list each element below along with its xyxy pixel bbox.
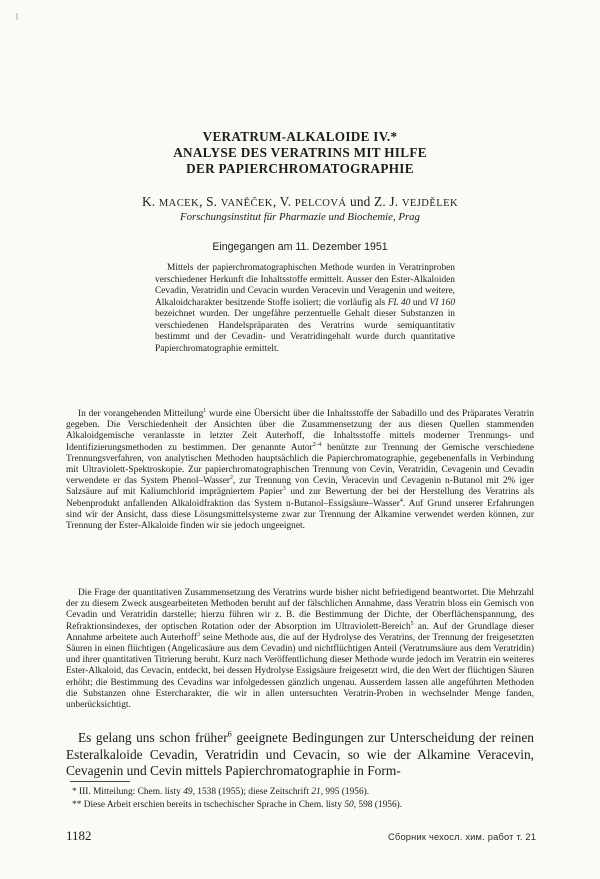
footnote-text: , 1538 (1955); diese Zeitschrift [192, 787, 312, 797]
substance-code: VI 160 [429, 297, 456, 308]
article-title [0, 129, 600, 177]
author-2-name: VANĚČEK [220, 198, 273, 209]
author-1-initial: K. [141, 194, 159, 209]
paragraph-text: und zur Bewertung der bei der Herstellung des Veratrins als Nebenprodukt anfallenden Alkaloidfraktion das System n-Butanol–Essigsäure–Wasser [66, 487, 534, 509]
running-footer: Сборник чехосл. хим. работ т. 21 [388, 832, 537, 842]
footnote-2 [72, 800, 542, 812]
reference-number: 4 [399, 497, 403, 504]
paragraph-text: Es gelang uns schon früher [78, 730, 228, 745]
body-paragraph-1 [66, 409, 534, 532]
institution: Forschungsinstitut für Pharmazie und Biochemie, Prag [180, 211, 420, 223]
paragraph-text: , zur Trennung von Cevin, Veracevin und Cevagenin n-Butanol mit 2% iger Salzsäure auf mit Kaliumchlorid imprägniertem Papier [66, 476, 534, 498]
paragraph-text: seine Methode aus, die auf der Hydrolyse des Veratrins, der Trennung der freigesetzten Säuren in einen flüchtigen (Angelicasäure aus dem Cevadin) und nichtflüchtigen Anteil (Veratrumsäure aus dem Veratridin) und ihrer quantitativen Titrierung beruht. Kurz nach Veröffentlichung dieser Methode wurde jedoch im Veratrin ein weiteres Ester-Alkaloid, das Cevacin, entdeckt, bei dessen Hydrolyse Essigsäure freigesetzt wird, die den Wert der flüchtigen Säuren erhöht; die Bestimmung des Cevadins war infolgedessen gänzlich ungenau. Ausserdem lassen alle angeführten Methoden die Substanzen ohne Estercharakter, die wir in allen untersuchten Veratrin-Proben in wechselnder Menge fanden, unberücksichtigt. [66, 632, 534, 711]
body-paragraph-2 [66, 588, 534, 711]
reference-number: 3 [196, 631, 200, 638]
footnote-text: , 995 (1956). [320, 787, 370, 797]
reference-number: 5 [410, 620, 414, 627]
volume-number: 21 [311, 787, 321, 797]
footnote-rule [70, 781, 130, 782]
author-separator: , S. [199, 194, 221, 209]
footnote-marker: ** [72, 800, 84, 810]
abstract [155, 263, 455, 355]
author-3-name: PELCOVÁ [294, 198, 347, 209]
author-list [0, 194, 600, 210]
author-4-name: VEJDĚLEK [401, 198, 459, 209]
title-line-3: DER PAPIERCHROMATOGRAPHIE [186, 161, 414, 176]
footnote-text: , 598 (1956). [353, 800, 403, 810]
body-paragraph-3 [66, 730, 534, 780]
paragraph-text: Die Frage der quantitativen Zusammensetzung des Veratrins wurde bisher nicht befriedigend beantwortet. Die Mehrzahl der zu diesem Zweck ausgearbeiteten Methoden beruht auf der fälschlichen Annahme, dass Veratrin bloss ein Gemisch von Cevadin und Veratridin darstelle; hierzu führen wir z. B. die Bestimmung der Dichte, der Oberflächenspannung, des Refraktionsindexes, der optischen Rotation oder der Absorption im Ultraviolett-Bereich [66, 588, 534, 632]
reference-number: 2–4 [312, 441, 322, 448]
abstract-text: Mittels der papierchromatographischen Methode wurden in Veratrinproben verschiedener Herkunft die Inhaltsstoffe ermittelt. Ausser den Ester-Alkaloiden Cevadin, Veratridin und Cevacin wurden Veracevin und Veragenin und weitere, Alkaloidcharakter besitzende Stoffe isoliert; die vorläufig als [155, 263, 455, 308]
paragraph-text: an. Auf der Grundlage dieser Annahme arbeitete auch Auterhoff [66, 621, 534, 643]
margin-mark: ǀ [16, 12, 19, 23]
reference-number: 1 [203, 407, 207, 414]
reference-number: 2 [229, 475, 233, 482]
volume-number: 50 [344, 800, 354, 810]
reference-number: 3 [282, 486, 286, 493]
footnote-text: Diese Arbeit erschien bereits in tschechischer Sprache in Chem. listy [83, 800, 345, 810]
title-line-2: ANALYSE DES VERATRINS MIT HILFE [173, 145, 427, 160]
footnote-text: III. Mitteilung: Chem. listy [79, 787, 184, 797]
paragraph-text: . Auf Grund unserer Erfahrungen sind wir der Ansicht, dass diese Lösungsmittelsysteme zwar zur Trennung der Alkamine verwendet werden können, zur Trennung der Ester-Alkaloide finden wir sie jedoch ungeeignet. [66, 498, 535, 532]
paragraph-text: In der vorangehenden Mitteilung [78, 409, 204, 419]
page-number: 1182 [66, 828, 92, 843]
substance-code: FL 40 [387, 297, 411, 308]
footnote-1 [72, 787, 542, 799]
abstract-text: bezeichnet wurden. Der ungefähre perzentuelle Gehalt dieser Substanzen in verschiedenen Handelspräparaten des Veratrins wurde semiquantitativ bestimmt und der Cevadin- und Veratridingehalt wurde durch quantitative Papierchromatographie ermittelt. [155, 309, 455, 354]
author-separator: und Z. J. [346, 194, 402, 209]
author-separator: , V. [272, 194, 295, 209]
abstract-text: und [410, 297, 430, 308]
author-1-name: MACEK [158, 198, 200, 209]
reference-number: 6 [227, 729, 232, 739]
paragraph-text: geeignete Bedingungen zur Unterscheidung der reinen Esteralkaloide Cevadin, Veratridin und Cevacin, so wie der Alkamine Veracevin, Cevagenin und Cevin mittels Papierchromatographie in Form- [66, 730, 535, 778]
footnote-marker: * [72, 787, 80, 797]
paragraph-text: wurde eine Übersicht über die Inhaltsstoffe der Sabadillo und des Präparates Veratrin gegeben. Die Verschiedenheit der Ansichten über die Zusammensetzung der aus diesen Quellen stammenden Alkaloidgemische veranlasste in letzter Zeit Auterhoff, die Inhaltsstoffe mittels moderner Trennungs- und Identifizierungsmethoden zu bestimmen. Der genannte Autor [66, 409, 534, 453]
paragraph-text: benützte zur Trennung der Gemische verschiedene Trennungsverfahren, von analytischen Methoden hauptsächlich die Papierchromatographie, gegebenenfalls in Verbindung mit Ultraviolett-Spektroskopie. Zur papierchromatographischen Trennung von Cevin, Veratridin, Cevagenin und Cevadin verwendete er das System Phenol–Wasser [66, 442, 535, 487]
title-line-1: VERATRUM-ALKALOIDE IV.* [202, 129, 398, 144]
received-date: Eingegangen am 11. Dezember 1951 [212, 241, 388, 253]
volume-number: 49 [183, 787, 193, 797]
